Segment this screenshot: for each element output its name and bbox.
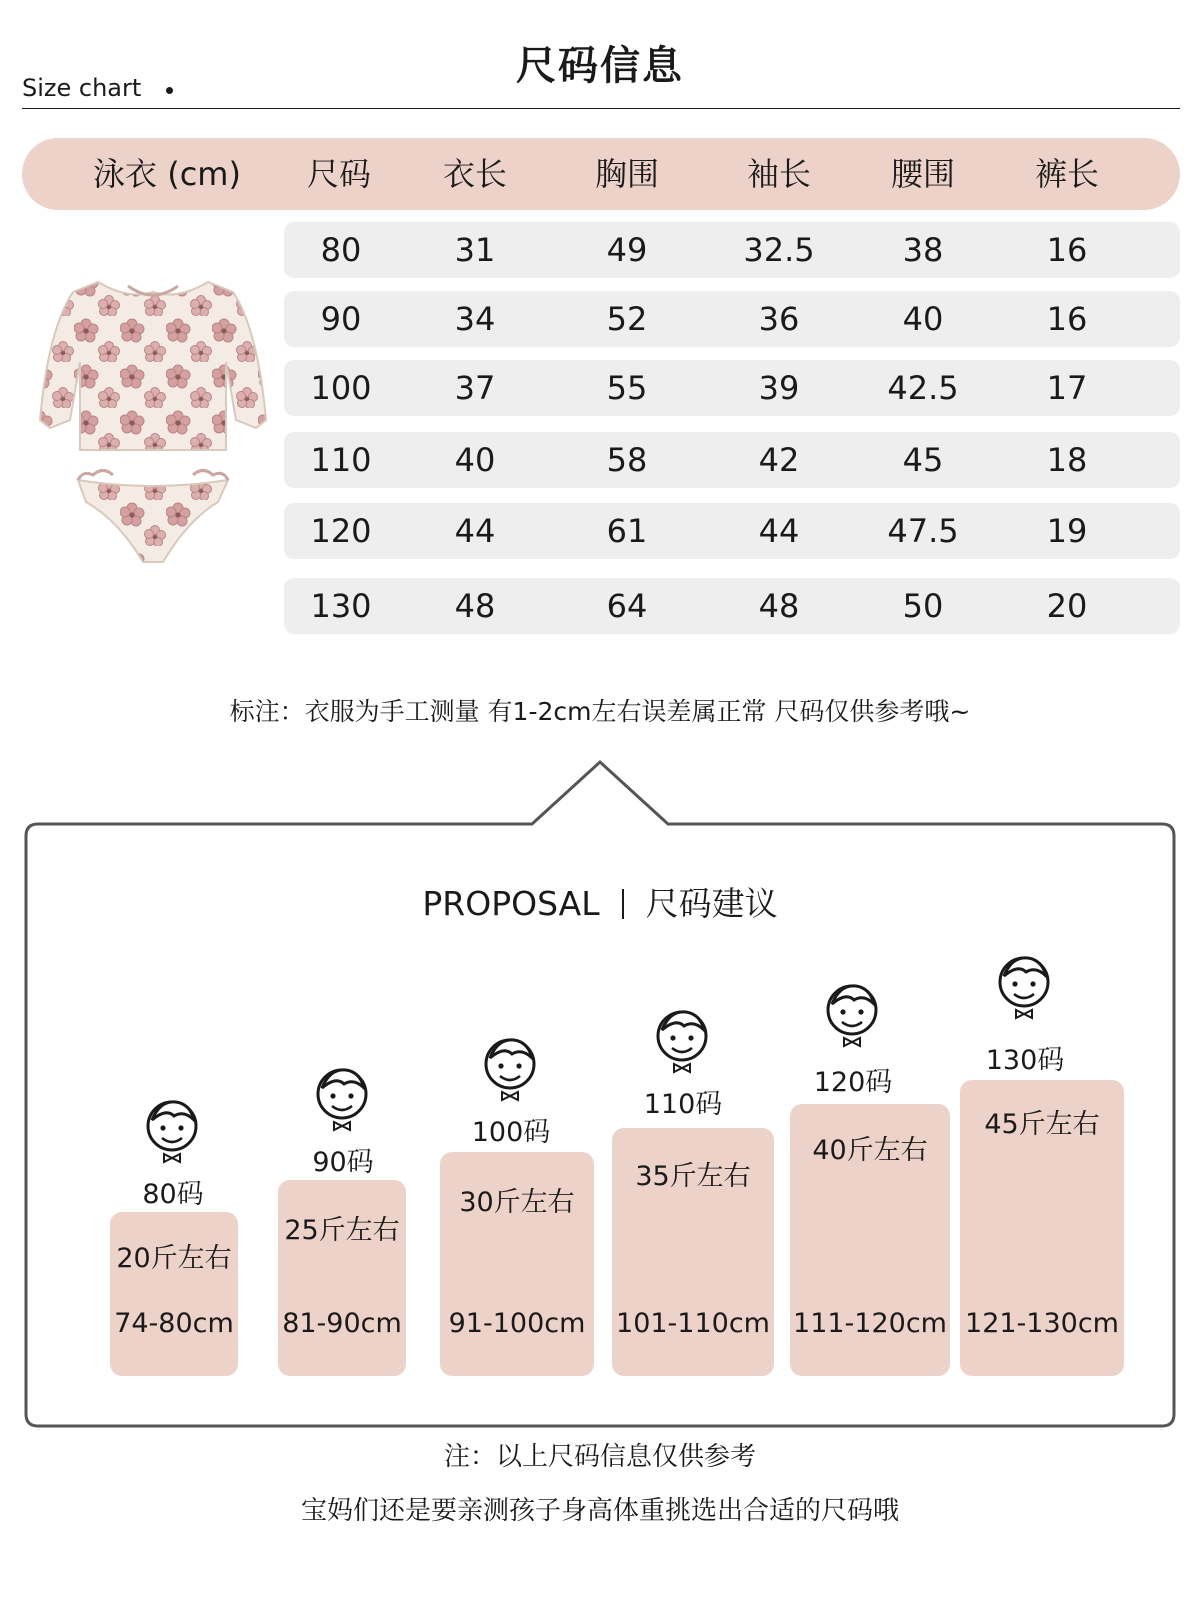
- title-divider: [22, 108, 1180, 109]
- proposal-height: 74-80cm: [114, 1308, 234, 1339]
- proposal-card: [110, 1212, 238, 1376]
- table-row: [284, 578, 1180, 634]
- child-face-icon: [820, 978, 884, 1048]
- table-row: [284, 432, 1180, 488]
- cell-length: 37: [454, 369, 496, 407]
- measurement-note: 标注：衣服为手工测量 有1-2cm左右误差属正常 尺码仅供参考哦~: [229, 697, 971, 726]
- cell-waist: 40: [902, 300, 944, 338]
- proposal-card: [612, 1128, 774, 1376]
- proposal-weight: 30斤左右: [459, 1187, 575, 1218]
- table-row: [284, 291, 1180, 347]
- cell-pants: 16: [1046, 300, 1088, 338]
- category-label: 泳衣 (cm): [93, 155, 241, 193]
- cell-pants: 16: [1046, 231, 1088, 269]
- cell-length: 48: [454, 587, 496, 625]
- cell-size: 130: [310, 587, 372, 625]
- cell-length: 40: [454, 441, 496, 479]
- cell-chest: 61: [606, 512, 648, 550]
- table-row: [284, 360, 1180, 416]
- proposal-weight: 25斤左右: [284, 1215, 400, 1246]
- proposal-card: [440, 1152, 594, 1376]
- cell-sleeve: 44: [758, 512, 800, 550]
- cell-pants: 18: [1046, 441, 1088, 479]
- cell-sleeve: 39: [758, 369, 800, 407]
- proposal-height: 121-130cm: [965, 1308, 1119, 1339]
- cell-size: 80: [320, 231, 362, 269]
- cell-size: 110: [310, 441, 372, 479]
- column-header-waist: 腰围: [890, 155, 955, 193]
- proposal-weight: 40斤左右: [812, 1135, 928, 1166]
- column-header-chest: 胸围: [594, 155, 659, 193]
- cell-sleeve: 32.5: [743, 231, 815, 269]
- proposal-height: 111-120cm: [793, 1308, 947, 1339]
- cell-chest: 49: [606, 231, 648, 269]
- cell-waist: 42.5: [887, 369, 959, 407]
- proposal-weight: 45斤左右: [984, 1109, 1100, 1140]
- cell-waist: 38: [902, 231, 944, 269]
- cell-sleeve: 36: [758, 300, 800, 338]
- cell-size: 90: [320, 300, 362, 338]
- cell-length: 34: [454, 300, 496, 338]
- column-header-sleeve: 袖长: [746, 155, 811, 193]
- cell-waist: 47.5: [887, 512, 959, 550]
- column-header-length: 衣长: [442, 155, 507, 193]
- cell-chest: 55: [606, 369, 648, 407]
- cell-pants: 19: [1046, 512, 1088, 550]
- cell-length: 31: [454, 231, 496, 269]
- cell-waist: 45: [902, 441, 944, 479]
- proposal-size-label: 110码: [643, 1089, 723, 1120]
- child-face-icon: [310, 1062, 374, 1132]
- proposal-height: 101-110cm: [616, 1308, 770, 1339]
- cell-chest: 64: [606, 587, 648, 625]
- proposal-size-label: 130码: [985, 1045, 1065, 1076]
- page-subtitle: Size chart: [22, 74, 142, 102]
- cell-size: 100: [310, 369, 372, 407]
- proposal-weight: 20斤左右: [116, 1243, 232, 1274]
- proposal-title-separator: [622, 889, 624, 919]
- footer-note-2: 宝妈们还是要亲测孩子身高体重挑选出合适的尺码哦: [300, 1496, 899, 1526]
- cell-pants: 20: [1046, 587, 1088, 625]
- child-face-icon: [478, 1032, 542, 1102]
- cell-length: 44: [454, 512, 496, 550]
- proposal-weight: 35斤左右: [635, 1161, 751, 1192]
- proposal-size-label: 100码: [471, 1117, 551, 1148]
- size-table-header: [22, 138, 1180, 210]
- table-row: [284, 222, 1180, 278]
- proposal-card: [278, 1180, 406, 1376]
- proposal-title: [0, 878, 1200, 925]
- floral-swimsuit-image: [28, 270, 278, 590]
- proposal-title-cn: 尺码建议: [645, 884, 778, 923]
- cell-chest: 58: [606, 441, 648, 479]
- cell-chest: 52: [606, 300, 648, 338]
- table-row: [284, 503, 1180, 559]
- cell-size: 120: [310, 512, 372, 550]
- child-face-icon: [140, 1094, 204, 1164]
- footer-note-1: 注：以上尺码信息仅供参考: [443, 1442, 756, 1472]
- column-header-size: 尺码: [306, 155, 371, 193]
- proposal-size-label: 80码: [142, 1179, 204, 1210]
- proposal-size-label: 120码: [813, 1067, 893, 1098]
- proposal-size-label: 90码: [312, 1147, 374, 1178]
- proposal-height: 81-90cm: [282, 1308, 402, 1339]
- page-title: 尺码信息: [516, 43, 684, 89]
- cell-pants: 17: [1046, 369, 1088, 407]
- cell-sleeve: 42: [758, 441, 800, 479]
- column-header-pants: 裤长: [1034, 155, 1099, 193]
- proposal-card: [790, 1104, 950, 1376]
- child-face-icon: [650, 1004, 714, 1074]
- cell-sleeve: 48: [758, 587, 800, 625]
- proposal-title-en: PROPOSAL: [422, 884, 600, 923]
- proposal-height: 91-100cm: [448, 1308, 586, 1339]
- proposal-card: [960, 1080, 1124, 1376]
- child-face-icon: [992, 950, 1056, 1020]
- subtitle-dot: [166, 87, 173, 94]
- cell-waist: 50: [902, 587, 944, 625]
